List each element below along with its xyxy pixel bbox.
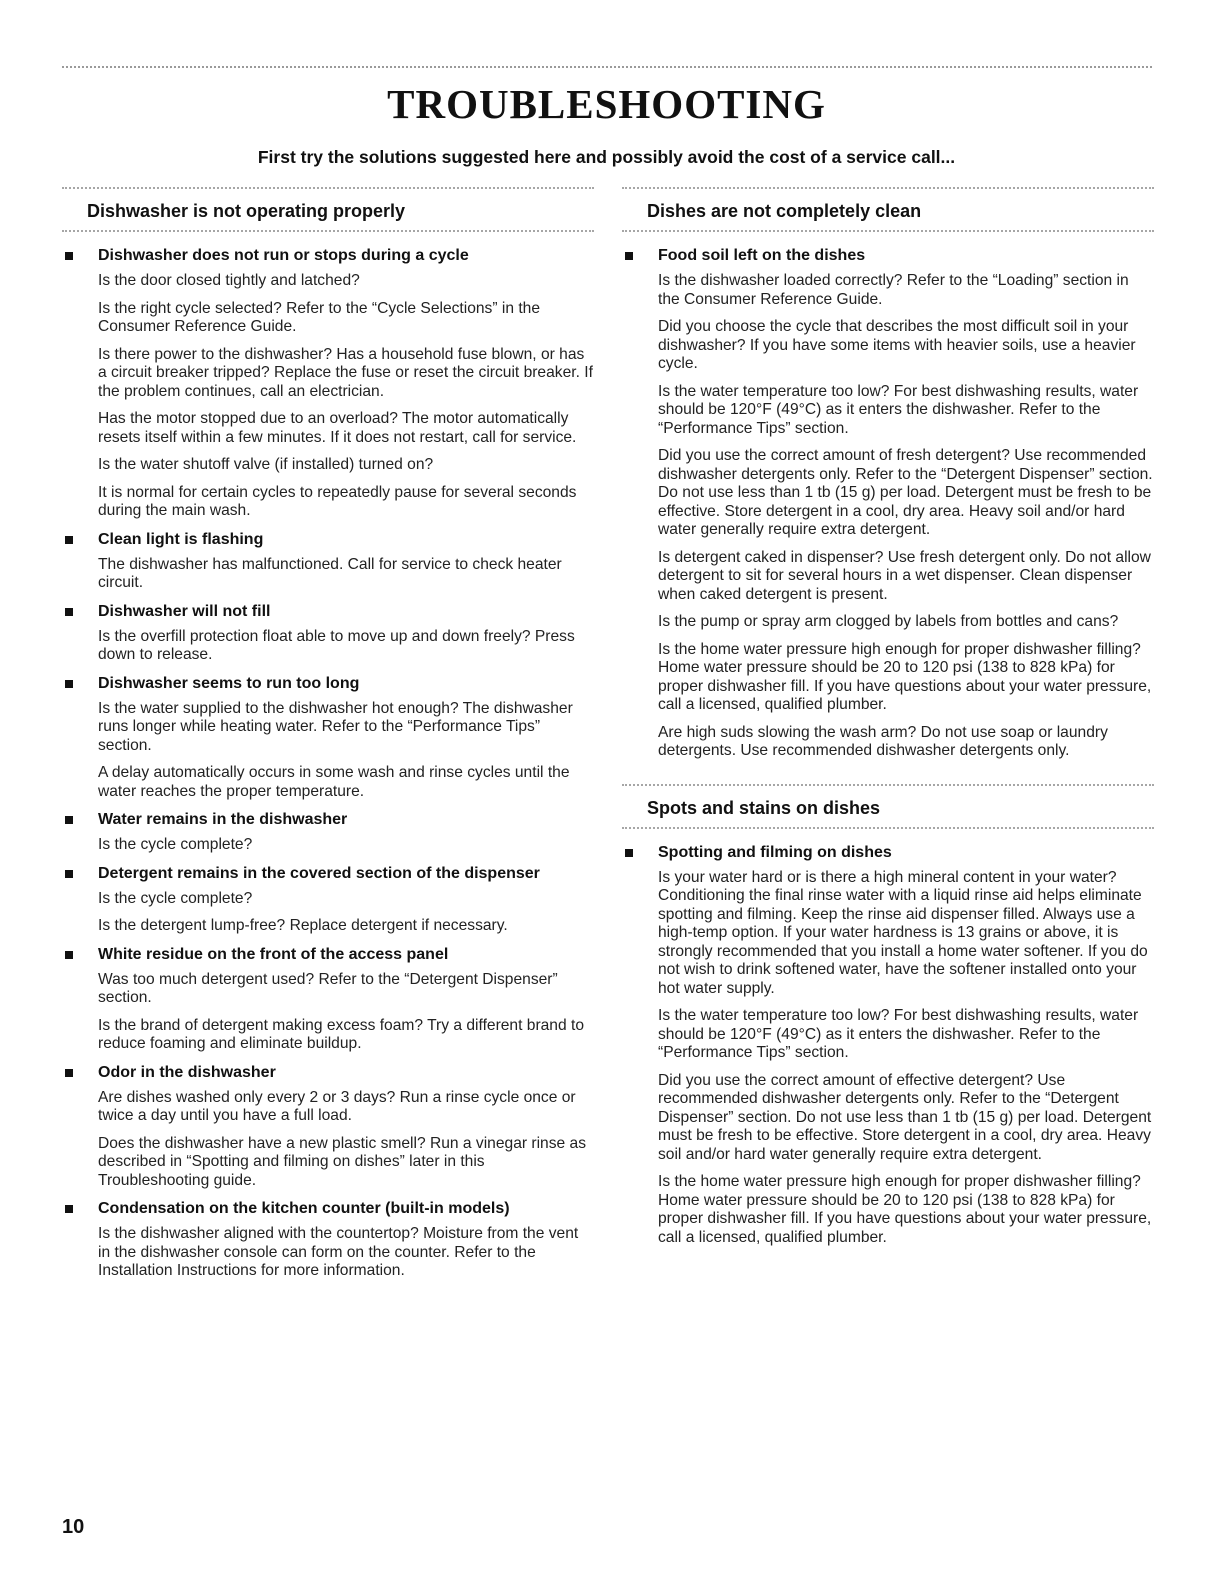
problem-item [622, 843, 1154, 1248]
problem-title: Detergent remains in the covered section of the dispenser [98, 864, 540, 882]
problem-title: Dishwasher does not run or stops during a cycle [98, 247, 469, 264]
bullet-square-icon [65, 680, 73, 688]
problem-title: Dishwasher will not fill [98, 602, 271, 620]
problem-item [62, 674, 594, 802]
problem-title: Spotting and filming on dishes [658, 843, 892, 861]
section-header [622, 187, 1154, 232]
bullet-square-icon [65, 608, 73, 616]
answer-text: Did you use the correct amount of effective detergent? Use recommended dishwasher detergents only. Refer to the “Detergent Dispenser” section. Do not use less than 1 tb (15 g) per load. Detergent must be fresh to be effective. Store detergent in a cool, dry area. Heavy soil and/or hard water generally require extra detergent. [658, 1071, 1152, 1163]
answer-text: Is the cycle complete? [98, 889, 253, 907]
problem-item [62, 602, 594, 665]
section-header [62, 187, 594, 232]
answer-text: Did you choose the cycle that describes the most difficult soil in your dishwasher? If you have some items with heavier soils, use a heavier cycle. [658, 318, 1136, 372]
answer-text: Is the door closed tightly and latched? [98, 272, 360, 289]
section-spacer [622, 770, 1154, 784]
bullet-square-icon [625, 849, 633, 857]
problem-item [622, 246, 1154, 761]
answer-text: Is the home water pressure high enough for proper dishwasher filling? Home water pressure should be 20 to 120 psi (138 to 828 kPa) for proper dishwasher fill. If you have questions about your water pressure, call a licensed, qualified plumber. [658, 1173, 1152, 1246]
problem-item [62, 864, 594, 936]
page-subtitle: First try the solutions suggested here and possibly avoid the cost of a service call... [257, 147, 956, 167]
answer-text: Does the dishwasher have a new plastic smell? Run a vinegar rinse as described in “Spotting and filming on dishes” later in this Troubleshooting guide. [98, 1134, 586, 1189]
section-rule-bottom [622, 230, 1154, 232]
section-title: Spots and stains on dishes [647, 797, 881, 818]
answer-text: Are dishes washed only every 2 or 3 days? Run a rinse cycle once or twice a day until you have a full load. [98, 1088, 576, 1124]
right-column [622, 187, 1154, 1256]
answer-text: Is the brand of detergent making excess foam? Try a different brand to reduce foaming and eliminate buildup. [98, 1016, 584, 1052]
answer-text: It is normal for certain cycles to repeatedly pause for several seconds during the main wash. [98, 483, 577, 519]
answer-text: Is your water hard or is there a high mineral content in your water? Conditioning the final rinse water with a liquid rinse aid helps eliminate spotting and filming. Keep the rinse aid dispenser filled. Always use a high-temp option. If your water hardness is 13 grains or above, it is strongly recommended that you install a home water softener. If you do not wish to drink softened water, have the softener installed onto your hot water supply. [658, 868, 1148, 997]
bullet-square-icon [65, 816, 73, 824]
problem-item [62, 246, 594, 521]
answer-text: Is the water shutoff valve (if installed) turned on? [98, 456, 434, 473]
answer-text: Is the pump or spray arm clogged by labels from bottles and cans? [658, 613, 1119, 630]
page-title: TROUBLESHOOTING [387, 81, 826, 127]
bullet-square-icon [65, 1069, 73, 1077]
top-rule [62, 66, 1152, 68]
answer-text: Is the water temperature too low? For best dishwashing results, water should be 120°F (49°C) as it enters the dishwasher. Refer to the “Performance Tips” section. [658, 382, 1139, 437]
section-rule-bottom [622, 827, 1154, 829]
answer-text: Is the water supplied to the dishwasher hot enough? The dishwasher runs longer while heating water. Refer to the “Performance Tips” section. [98, 699, 573, 754]
answer-text: Is the home water pressure high enough for proper dishwasher filling? Home water pressure should be 20 to 120 psi (138 to 828 kPa) for proper dishwasher fill. If you have questions about your water pressure, call a licensed, qualified plumber. [658, 640, 1152, 713]
answer-text: Is there power to the dishwasher? Has a household fuse blown, or has a circuit breaker tripped? Replace the fuse or reset the circuit breaker. If the problem continues, call an electrician. [98, 345, 593, 400]
bullet-square-icon [65, 1205, 73, 1213]
answer-text: Is the dishwasher loaded correctly? Refer to the “Loading” section in the Consumer Reference Guide. [658, 272, 1129, 308]
answer-text: Did you use the correct amount of fresh detergent? Use recommended dishwasher detergents only. Refer to the “Detergent Dispenser” section. Do not use less than 1 tb (15 g) per load. Detergent must be fresh to be effective. Store detergent in a cool, dry area. Heavy soil and/or hard water generally require extra detergent. [658, 447, 1153, 538]
answer-text: The dishwasher has malfunctioned. Call for service to check heater circuit. [98, 555, 562, 591]
bullet-square-icon [65, 951, 73, 959]
problem-item [62, 530, 594, 593]
problem-item [62, 810, 594, 855]
answer-text: Is the cycle complete? [98, 836, 253, 853]
problem-title: White residue on the front of the access panel [98, 945, 449, 963]
problem-title: Food soil left on the dishes [658, 247, 866, 264]
bullet-square-icon [625, 252, 633, 260]
problem-title: Water remains in the dishwasher [98, 811, 348, 828]
answer-text: Is the right cycle selected? Refer to the “Cycle Selections” in the Consumer Reference Guide. [98, 299, 541, 335]
answer-text: Is the detergent lump-free? Replace detergent if necessary. [98, 917, 508, 934]
answer-text: Is the overfill protection float able to move up and down freely? Press down to release. [98, 627, 575, 663]
problem-title: Odor in the dishwasher [98, 1063, 276, 1081]
answer-text: Was too much detergent used? Refer to the “Detergent Dispenser” section. [98, 970, 558, 1006]
section-header [622, 784, 1154, 829]
section-rule-bottom [62, 230, 594, 232]
problem-title: Clean light is flashing [98, 530, 264, 548]
section-title: Dishwasher is not operating properly [87, 201, 406, 221]
answer-text: Are high suds slowing the wash arm? Do not use soap or laundry detergents. Use recommended dishwasher detergents only. [658, 723, 1108, 759]
bullet-square-icon [65, 870, 73, 878]
problem-title: Dishwasher seems to run too long [98, 674, 360, 692]
page-number: 10 [62, 1516, 85, 1538]
answer-text: Is the dishwasher aligned with the countertop? Moisture from the vent in the dishwasher console can form on the counter. Refer to the Installation Instructions for more information. [98, 1225, 579, 1279]
problem-item [62, 945, 594, 1054]
problem-item [62, 1063, 594, 1191]
left-column [62, 187, 594, 1290]
section-title: Dishes are not completely clean [647, 201, 922, 221]
bullet-square-icon [65, 252, 73, 260]
problem-title: Condensation on the kitchen counter (built-in models) [98, 1200, 510, 1217]
answer-text: A delay automatically occurs in some wash and rinse cycles until the water reaches the proper temperature. [98, 764, 570, 800]
answer-text: Is detergent caked in dispenser? Use fresh detergent only. Do not allow detergent to sit for several hours in a wet dispenser. Clean dispenser when caked detergent is present. [658, 548, 1151, 603]
answer-text: Is the water temperature too low? For best dishwashing results, water should be 120°F (49°C) as it enters the dishwasher. Refer to the “Performance Tips” section. [658, 1007, 1139, 1061]
bullet-square-icon [65, 536, 73, 544]
answer-text: Has the motor stopped due to an overload? The motor automatically resets itself within a few minutes. If it does not restart, call for service. [98, 410, 577, 446]
problem-item [62, 1199, 594, 1281]
